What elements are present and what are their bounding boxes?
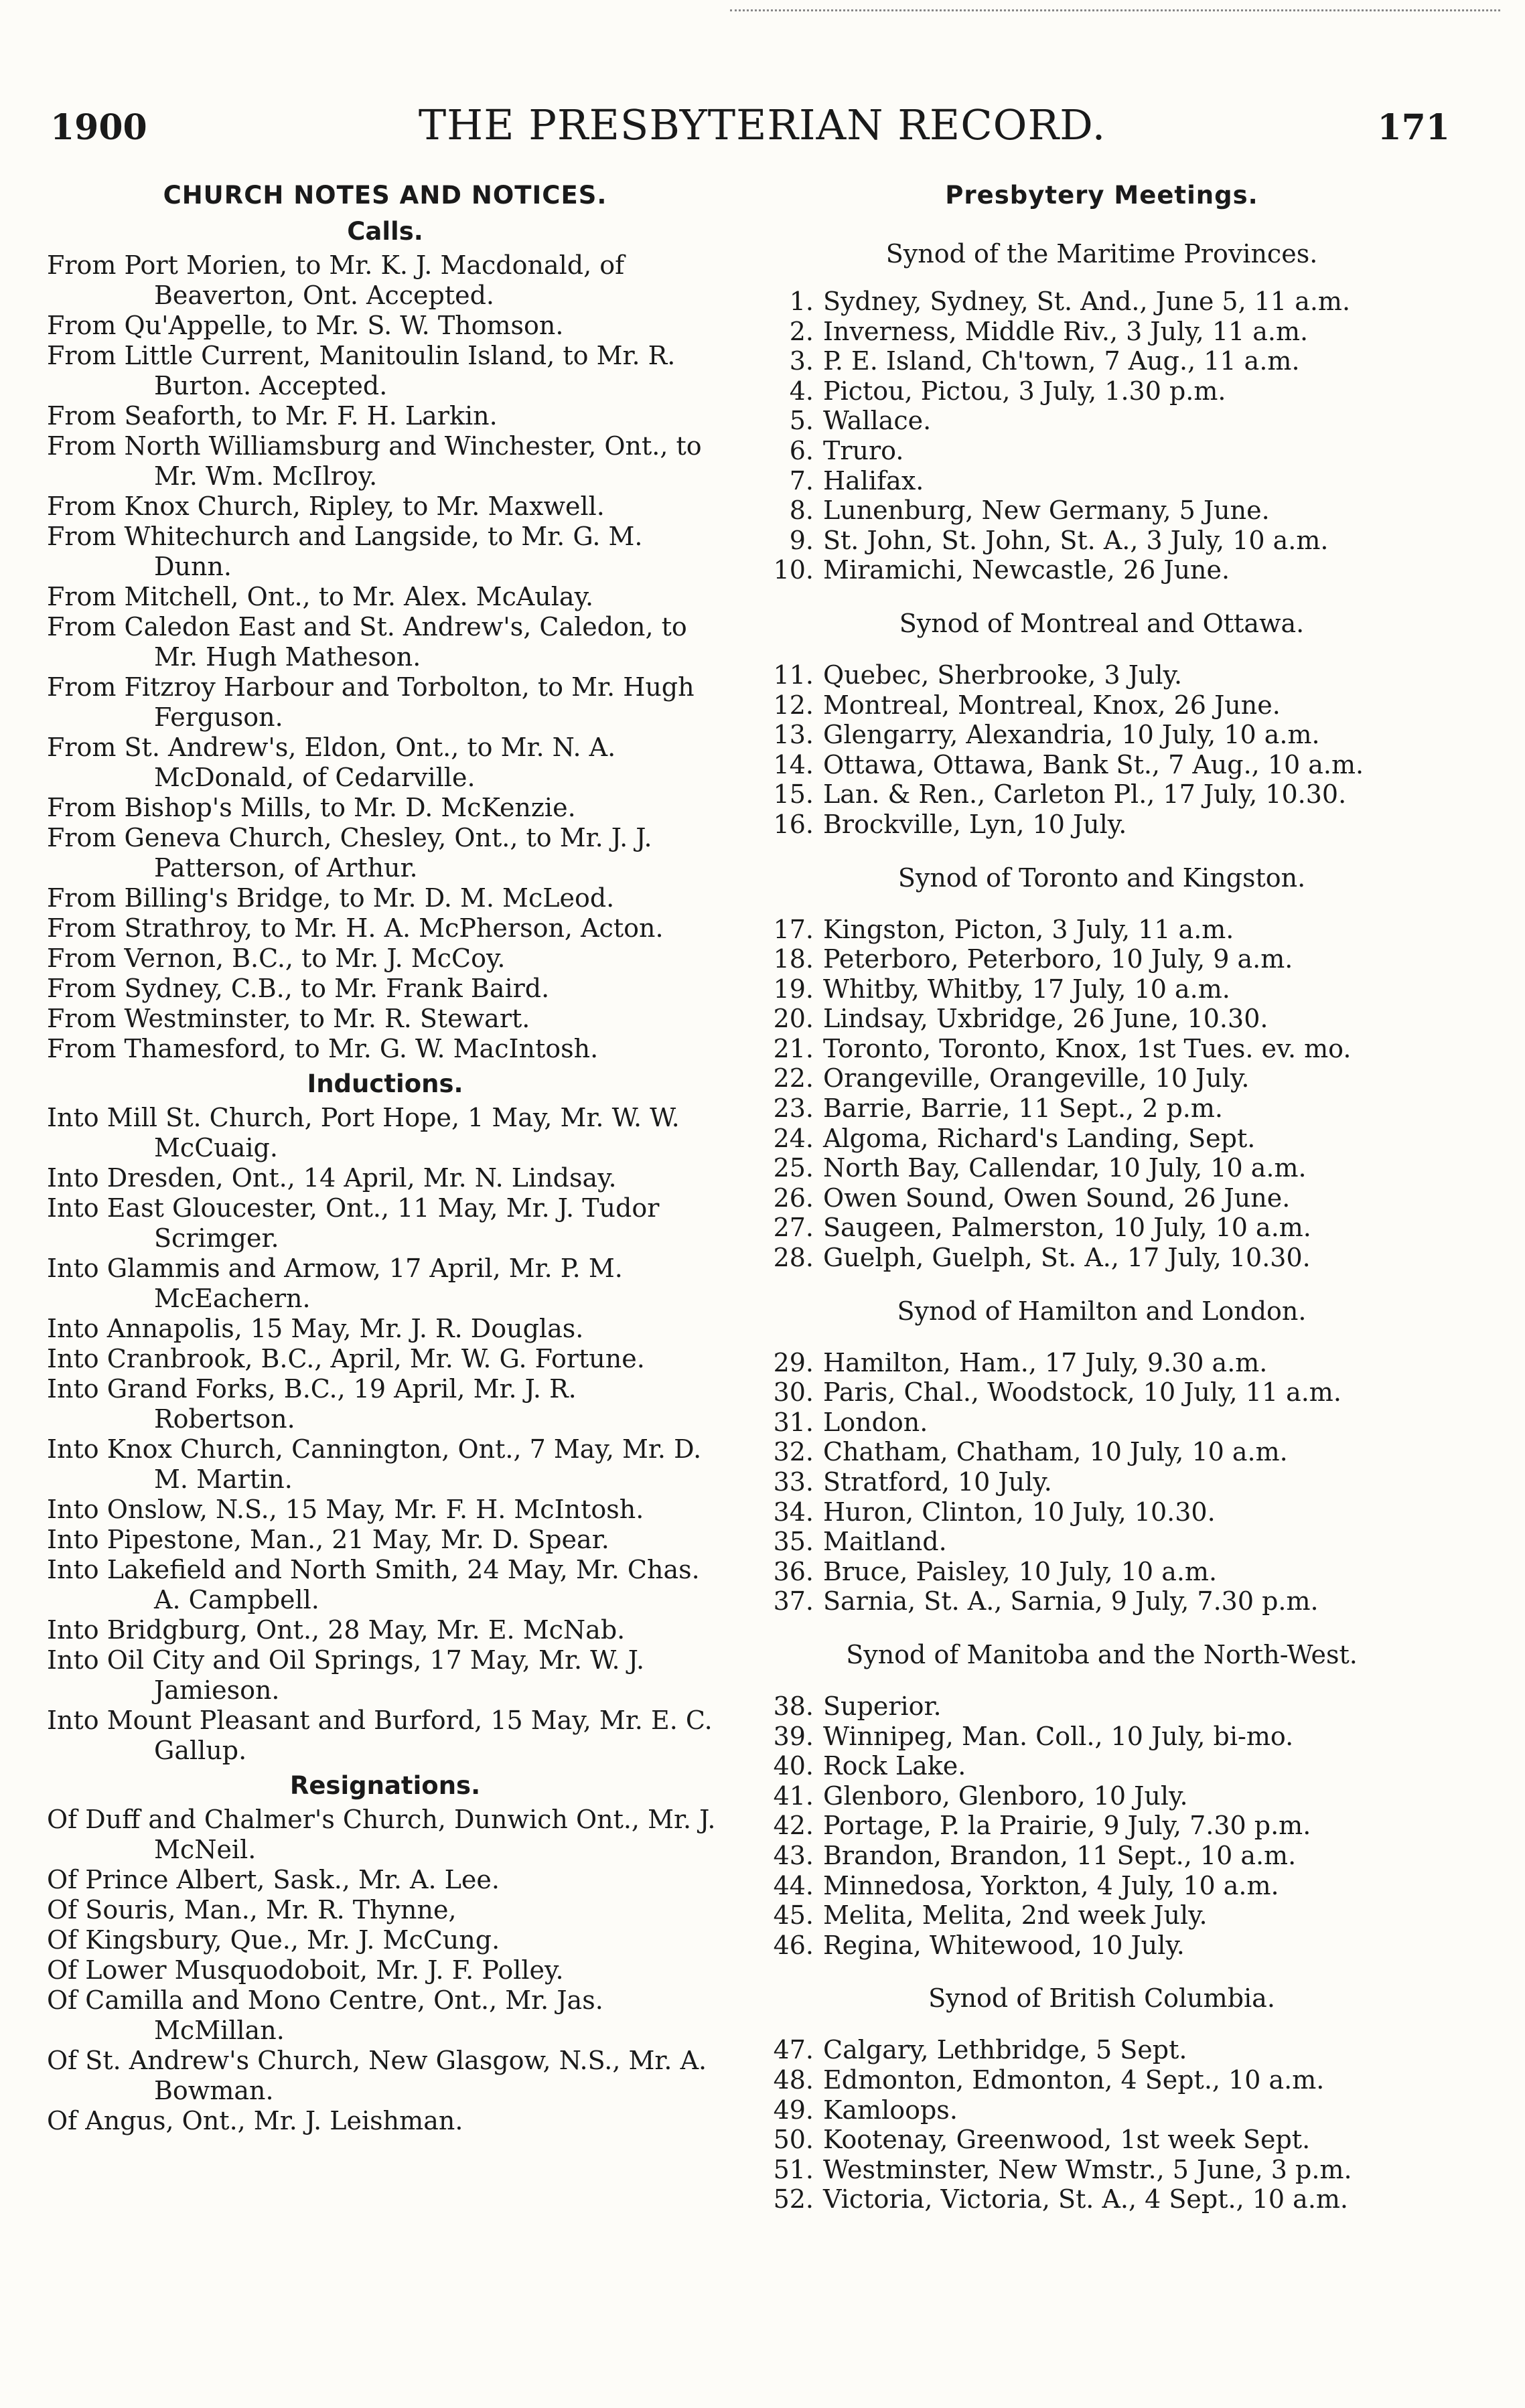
meeting-number: 33.	[773, 1467, 814, 1497]
meeting-number: 52.	[773, 2184, 814, 2214]
meeting-number: 41.	[773, 1781, 814, 1811]
meeting-row	[750, 750, 1453, 780]
meeting-row	[750, 779, 1453, 810]
meeting-number: 18.	[773, 944, 814, 974]
calls-list	[47, 250, 723, 1064]
meeting-row	[750, 1781, 1453, 1811]
meeting-text: Owen Sound, Owen Sound, 26 June.	[823, 1183, 1291, 1213]
meeting-number: 51.	[773, 2154, 814, 2184]
call-entry: From Mitchell, Ont., to Mr. Alex. McAulay.	[47, 582, 594, 611]
meeting-text: Kamloops.	[823, 2095, 958, 2125]
call-entry: From Qu'Appelle, to Mr. S. W. Thomson.	[47, 311, 564, 340]
meeting-row	[750, 1408, 1453, 1438]
meeting-number: 23.	[773, 1094, 814, 1124]
meeting-text: Orangeville, Orangeville, 10 July.	[823, 1063, 1250, 1094]
meeting-row	[750, 287, 1453, 317]
meeting-row	[750, 810, 1453, 840]
meeting-row	[750, 1124, 1453, 1154]
resignation-entry: Of Duff and Chalmer's Church, Dunwich Ont., Mr. J. McNeil.	[47, 1805, 716, 1864]
meeting-text: Sarnia, St. A., Sarnia, 9 July, 7.30 p.m.	[823, 1586, 1319, 1616]
meeting-number: 13.	[773, 720, 814, 750]
meeting-row	[750, 436, 1453, 466]
meeting-text: Whitby, Whitby, 17 July, 10 a.m.	[823, 974, 1230, 1004]
meeting-number: 7.	[789, 465, 814, 496]
meeting-text: Edmonton, Edmonton, 4 Sept., 10 a.m.	[823, 2064, 1325, 2095]
call-entry: From Strathroy, to Mr. H. A. McPherson, Acton.	[47, 913, 664, 943]
meeting-number: 20.	[773, 1004, 814, 1034]
induction-entry: Into East Gloucester, Ont., 11 May, Mr. J. Tudor Scrimger.	[47, 1193, 660, 1253]
meeting-row	[750, 1691, 1453, 1722]
synod-heading: Synod of Toronto and Kingston.	[897, 862, 1306, 893]
inductions-heading: Inductions.	[307, 1069, 463, 1098]
meeting-number: 6.	[789, 435, 814, 465]
call-entry: From Caledon East and St. Andrew's, Caledon, to Mr. Hugh Matheson.	[47, 612, 687, 672]
meeting-text: Glengarry, Alexandria, 10 July, 10 a.m.	[823, 720, 1320, 750]
meeting-row	[750, 1722, 1453, 1752]
meeting-row	[750, 2184, 1453, 2214]
meeting-text: Halifax.	[823, 465, 924, 496]
meeting-row	[750, 1213, 1453, 1243]
meeting-number: 17.	[773, 914, 814, 944]
right-column	[750, 179, 1453, 2214]
meeting-row	[750, 1437, 1453, 1467]
meeting-row	[750, 2065, 1453, 2095]
synod-heading: Synod of Hamilton and London.	[897, 1296, 1307, 1326]
resignation-entry: Of Souris, Man., Mr. R. Thynne,	[47, 1895, 457, 1925]
meeting-text: Inverness, Middle Riv., 3 July, 11 a.m.	[823, 316, 1309, 346]
meeting-row	[750, 317, 1453, 347]
induction-entry: Into Dresden, Ont., 14 April, Mr. N. Lindsay.	[47, 1163, 617, 1193]
meeting-text: Kootenay, Greenwood, 1st week Sept.	[823, 2125, 1311, 2155]
meeting-row	[750, 1497, 1453, 1527]
meeting-text: Guelph, Guelph, St. A., 17 July, 10.30.	[823, 1243, 1311, 1273]
section-title-notices: CHURCH NOTES AND NOTICES.	[163, 181, 607, 210]
page-header	[50, 100, 1450, 174]
meeting-row	[750, 1841, 1453, 1871]
meeting-text: Calgary, Lethbridge, 5 Sept.	[823, 2035, 1187, 2065]
meeting-text: Victoria, Victoria, St. A., 4 Sept., 10 a.m.	[823, 2184, 1349, 2214]
meeting-row	[750, 1348, 1453, 1378]
meeting-text: Rock Lake.	[823, 1751, 966, 1781]
call-entry: From Whitechurch and Langside, to Mr. G. M. Dunn.	[47, 522, 643, 581]
meeting-number: 24.	[773, 1123, 814, 1153]
call-entry: From Billing's Bridge, to Mr. D. M. McLeod.	[47, 883, 615, 913]
meeting-text: Westminster, New Wmstr., 5 June, 3 p.m.	[823, 2154, 1352, 2184]
meeting-text: Ottawa, Ottawa, Bank St., 7 Aug., 10 a.m.	[823, 749, 1364, 779]
meeting-row	[750, 660, 1453, 690]
meeting-number: 49.	[773, 2095, 814, 2125]
meeting-row	[750, 2125, 1453, 2155]
meeting-number: 14.	[773, 749, 814, 779]
resignation-entry: Of Kingsbury, Que., Mr. J. McCung.	[47, 1925, 500, 1955]
meeting-number: 4.	[789, 376, 814, 406]
induction-entry: Into Annapolis, 15 May, Mr. J. R. Douglas.	[47, 1314, 584, 1343]
call-entry: From North Williamsburg and Winchester, Ont., to Mr. Wm. McIlroy.	[47, 431, 702, 491]
meeting-number: 21.	[773, 1033, 814, 1063]
meeting-number: 12.	[773, 690, 814, 720]
left-column	[47, 179, 723, 2136]
meeting-text: Glenboro, Glenboro, 10 July.	[823, 1781, 1188, 1811]
meeting-text: Superior.	[823, 1691, 942, 1721]
meeting-row	[750, 1377, 1453, 1408]
synod-heading: Synod of Manitoba and the North-West.	[846, 1639, 1358, 1669]
meeting-number: 31.	[773, 1407, 814, 1437]
induction-entry: Into Glammis and Armow, 17 April, Mr. P. M. McEachern.	[47, 1254, 623, 1313]
meeting-row	[750, 1751, 1453, 1781]
meeting-row	[750, 346, 1453, 376]
meeting-text: Truro.	[823, 435, 904, 465]
meeting-number: 26.	[773, 1183, 814, 1213]
meeting-text: Melita, Melita, 2nd week July.	[823, 1900, 1208, 1931]
call-entry: From Knox Church, Ripley, to Mr. Maxwell.	[47, 492, 605, 521]
section-title-presbytery-meetings: Presbytery Meetings.	[945, 181, 1258, 210]
meeting-text: Kingston, Picton, 3 July, 11 a.m.	[823, 914, 1234, 944]
meeting-row	[750, 526, 1453, 556]
meeting-row	[750, 555, 1453, 585]
meeting-text: P. E. Island, Ch'town, 7 Aug., 11 a.m.	[823, 346, 1300, 376]
meeting-row	[750, 1034, 1453, 1064]
call-entry: From Geneva Church, Chesley, Ont., to Mr. J. J. Patterson, of Arthur.	[47, 823, 652, 883]
meeting-text: Hamilton, Ham., 17 July, 9.30 a.m.	[823, 1347, 1268, 1377]
meeting-row	[750, 974, 1453, 1004]
meeting-row	[750, 496, 1453, 526]
meeting-number: 29.	[773, 1347, 814, 1377]
meeting-row	[750, 1586, 1453, 1616]
induction-entry: Into Oil City and Oil Springs, 17 May, Mr. W. J. Jamieson.	[47, 1645, 645, 1705]
induction-entry: Into Lakefield and North Smith, 24 May, Mr. Chas. A. Campbell.	[47, 1555, 700, 1614]
meeting-number: 30.	[773, 1377, 814, 1408]
calls-heading: Calls.	[347, 217, 423, 246]
meeting-text: Saugeen, Palmerston, 10 July, 10 a.m.	[823, 1213, 1311, 1243]
meeting-number: 15.	[773, 779, 814, 810]
meeting-row	[750, 1183, 1453, 1213]
header-title: THE PRESBYTERIAN RECORD.	[418, 100, 1106, 149]
meeting-text: Regina, Whitewood, 10 July.	[823, 1930, 1185, 1960]
resignation-entry: Of St. Andrew's Church, New Glasgow, N.S., Mr. A. Bowman.	[47, 2046, 707, 2105]
meeting-row	[750, 720, 1453, 750]
meeting-number: 42.	[773, 1811, 814, 1841]
induction-entry: Into Knox Church, Cannington, Ont., 7 May, Mr. D. M. Martin.	[47, 1434, 702, 1494]
meeting-text: Toronto, Toronto, Knox, 1st Tues. ev. mo.	[823, 1033, 1352, 1063]
meeting-row	[750, 690, 1453, 721]
meeting-number: 2.	[789, 316, 814, 346]
meeting-number: 10.	[773, 555, 814, 585]
meeting-number: 37.	[773, 1586, 814, 1616]
meeting-text: Brandon, Brandon, 11 Sept., 10 a.m.	[823, 1840, 1297, 1870]
call-entry: From Port Morien, to Mr. K. J. Macdonald, of Beaverton, Ont. Accepted.	[47, 250, 625, 310]
resignations-list	[47, 1805, 723, 2136]
meeting-number: 50.	[773, 2125, 814, 2155]
meeting-text: Barrie, Barrie, 11 Sept., 2 p.m.	[823, 1094, 1223, 1124]
meeting-number: 43.	[773, 1840, 814, 1870]
meeting-row	[750, 466, 1453, 496]
meeting-number: 27.	[773, 1213, 814, 1243]
meeting-text: Brockville, Lyn, 10 July.	[823, 809, 1127, 839]
meeting-text: Paris, Chal., Woodstock, 10 July, 11 a.m.	[823, 1377, 1341, 1408]
meeting-row	[750, 376, 1453, 406]
meeting-number: 1.	[789, 287, 814, 316]
synod-heading: Synod of British Columbia.	[928, 1983, 1275, 2014]
call-entry: From Thamesford, to Mr. G. W. MacIntosh.	[47, 1034, 599, 1063]
meeting-text: Miramichi, Newcastle, 26 June.	[823, 555, 1230, 585]
resignation-entry: Of Lower Musquodoboit, Mr. J. F. Polley.	[47, 1955, 564, 1985]
meeting-row	[750, 1931, 1453, 1961]
induction-entry: Into Bridgburg, Ont., 28 May, Mr. E. McNab.	[47, 1615, 626, 1645]
resignation-entry: Of Prince Albert, Sask., Mr. A. Lee.	[47, 1865, 500, 1894]
call-entry: From Fitzroy Harbour and Torbolton, to Mr. Hugh Ferguson.	[47, 672, 695, 732]
meeting-row	[750, 1467, 1453, 1497]
meeting-text: St. John, St. John, St. A., 3 July, 10 a.m.	[823, 525, 1329, 555]
meeting-number: 32.	[773, 1437, 814, 1467]
meeting-row	[750, 2035, 1453, 2065]
meeting-text: Lunenburg, New Germany, 5 June.	[823, 496, 1270, 526]
meeting-row	[750, 2095, 1453, 2125]
synods-list	[750, 238, 1453, 2214]
meeting-number: 25.	[773, 1153, 814, 1183]
call-entry: From Little Current, Manitoulin Island, to Mr. R. Burton. Accepted.	[47, 341, 676, 400]
meeting-number: 35.	[773, 1527, 814, 1557]
resignation-entry: Of Angus, Ont., Mr. J. Leishman.	[47, 2106, 463, 2135]
meeting-number: 28.	[773, 1243, 814, 1273]
meeting-number: 9.	[789, 525, 814, 555]
meeting-text: Lan. & Ren., Carleton Pl., 17 July, 10.30.	[823, 779, 1347, 810]
meeting-text: Pictou, Pictou, 3 July, 1.30 p.m.	[823, 376, 1226, 406]
meeting-row	[750, 1900, 1453, 1931]
meeting-number: 19.	[773, 974, 814, 1004]
meeting-row	[750, 1557, 1453, 1587]
meeting-number: 38.	[773, 1691, 814, 1721]
meeting-number: 45.	[773, 1900, 814, 1931]
inductions-list	[47, 1103, 723, 1766]
meeting-text: Bruce, Paisley, 10 July, 10 a.m.	[823, 1556, 1218, 1586]
call-entry: From Sydney, C.B., to Mr. Frank Baird.	[47, 974, 550, 1003]
meeting-text: Winnipeg, Man. Coll., 10 July, bi-mo.	[823, 1721, 1294, 1751]
top-edge-rule	[730, 9, 1500, 11]
resignation-entry: Of Camilla and Mono Centre, Ont., Mr. Jas. McMillan.	[47, 1985, 603, 2045]
meeting-number: 16.	[773, 809, 814, 839]
meeting-number: 39.	[773, 1721, 814, 1751]
header-page-number: 171	[1377, 107, 1450, 148]
meeting-row	[750, 1094, 1453, 1124]
meeting-text: Maitland.	[823, 1527, 947, 1557]
meeting-number: 34.	[773, 1497, 814, 1527]
meeting-text: Montreal, Montreal, Knox, 26 June.	[823, 690, 1281, 720]
meeting-number: 3.	[789, 346, 814, 376]
meeting-text: North Bay, Callendar, 10 July, 10 a.m.	[823, 1153, 1307, 1183]
meeting-row	[750, 1527, 1453, 1557]
induction-entry: Into Cranbrook, B.C., April, Mr. W. G. Fortune.	[47, 1344, 645, 1373]
meeting-number: 48.	[773, 2064, 814, 2095]
meeting-text: Quebec, Sherbrooke, 3 July.	[823, 660, 1183, 690]
meeting-row	[750, 944, 1453, 974]
meeting-text: Wallace.	[823, 406, 932, 436]
meeting-text: Algoma, Richard's Landing, Sept.	[823, 1123, 1256, 1153]
induction-entry: Into Pipestone, Man., 21 May, Mr. D. Spear.	[47, 1525, 609, 1554]
meeting-text: Peterboro, Peterboro, 10 July, 9 a.m.	[823, 944, 1293, 974]
call-entry: From Vernon, B.C., to Mr. J. McCoy.	[47, 944, 506, 973]
call-entry: From Westminster, to Mr. R. Stewart.	[47, 1004, 530, 1033]
synod-heading: Synod of the Maritime Provinces.	[885, 239, 1318, 269]
call-entry: From Bishop's Mills, to Mr. D. McKenzie.	[47, 793, 576, 822]
meeting-text: Lindsay, Uxbridge, 26 June, 10.30.	[823, 1004, 1268, 1034]
meeting-row	[750, 915, 1453, 945]
meeting-text: Minnedosa, Yorkton, 4 July, 10 a.m.	[823, 1870, 1279, 1900]
induction-entry: Into Mount Pleasant and Burford, 15 May, Mr. E. C. Gallup.	[47, 1706, 713, 1765]
meeting-row	[750, 406, 1453, 436]
meeting-number: 22.	[773, 1063, 814, 1094]
meeting-number: 46.	[773, 1930, 814, 1960]
meeting-text: Sydney, Sydney, St. And., June 5, 11 a.m.	[823, 287, 1351, 316]
meeting-number: 8.	[789, 496, 814, 526]
meeting-text: Chatham, Chatham, 10 July, 10 a.m.	[823, 1437, 1288, 1467]
meeting-number: 5.	[789, 406, 814, 436]
meeting-text: London.	[823, 1407, 928, 1437]
call-entry: From St. Andrew's, Eldon, Ont., to Mr. N. A. McDonald, of Cedarville.	[47, 733, 616, 792]
meeting-row	[750, 1811, 1453, 1841]
induction-entry: Into Mill St. Church, Port Hope, 1 May, Mr. W. W. McCuaig.	[47, 1103, 680, 1162]
meeting-number: 47.	[773, 2035, 814, 2065]
meeting-text: Stratford, 10 July.	[823, 1467, 1052, 1497]
meeting-row	[750, 1871, 1453, 1901]
induction-entry: Into Grand Forks, B.C., 19 April, Mr. J. R. Robertson.	[47, 1374, 577, 1434]
induction-entry: Into Onslow, N.S., 15 May, Mr. F. H. McIntosh.	[47, 1495, 644, 1524]
meeting-number: 36.	[773, 1556, 814, 1586]
meeting-row	[750, 1063, 1453, 1094]
meeting-text: Portage, P. la Prairie, 9 July, 7.30 p.m.	[823, 1811, 1311, 1841]
meeting-row	[750, 1004, 1453, 1034]
meeting-number: 11.	[773, 660, 814, 690]
meeting-number: 44.	[773, 1870, 814, 1900]
meeting-row	[750, 1243, 1453, 1273]
meeting-number: 40.	[773, 1751, 814, 1781]
meeting-text: Huron, Clinton, 10 July, 10.30.	[823, 1497, 1216, 1527]
header-year: 1900	[50, 107, 147, 148]
meeting-row	[750, 2155, 1453, 2185]
meeting-row	[750, 1153, 1453, 1183]
resignations-heading: Resignations.	[289, 1771, 481, 1800]
synod-heading: Synod of Montreal and Ottawa.	[899, 608, 1305, 638]
call-entry: From Seaforth, to Mr. F. H. Larkin.	[47, 401, 498, 431]
